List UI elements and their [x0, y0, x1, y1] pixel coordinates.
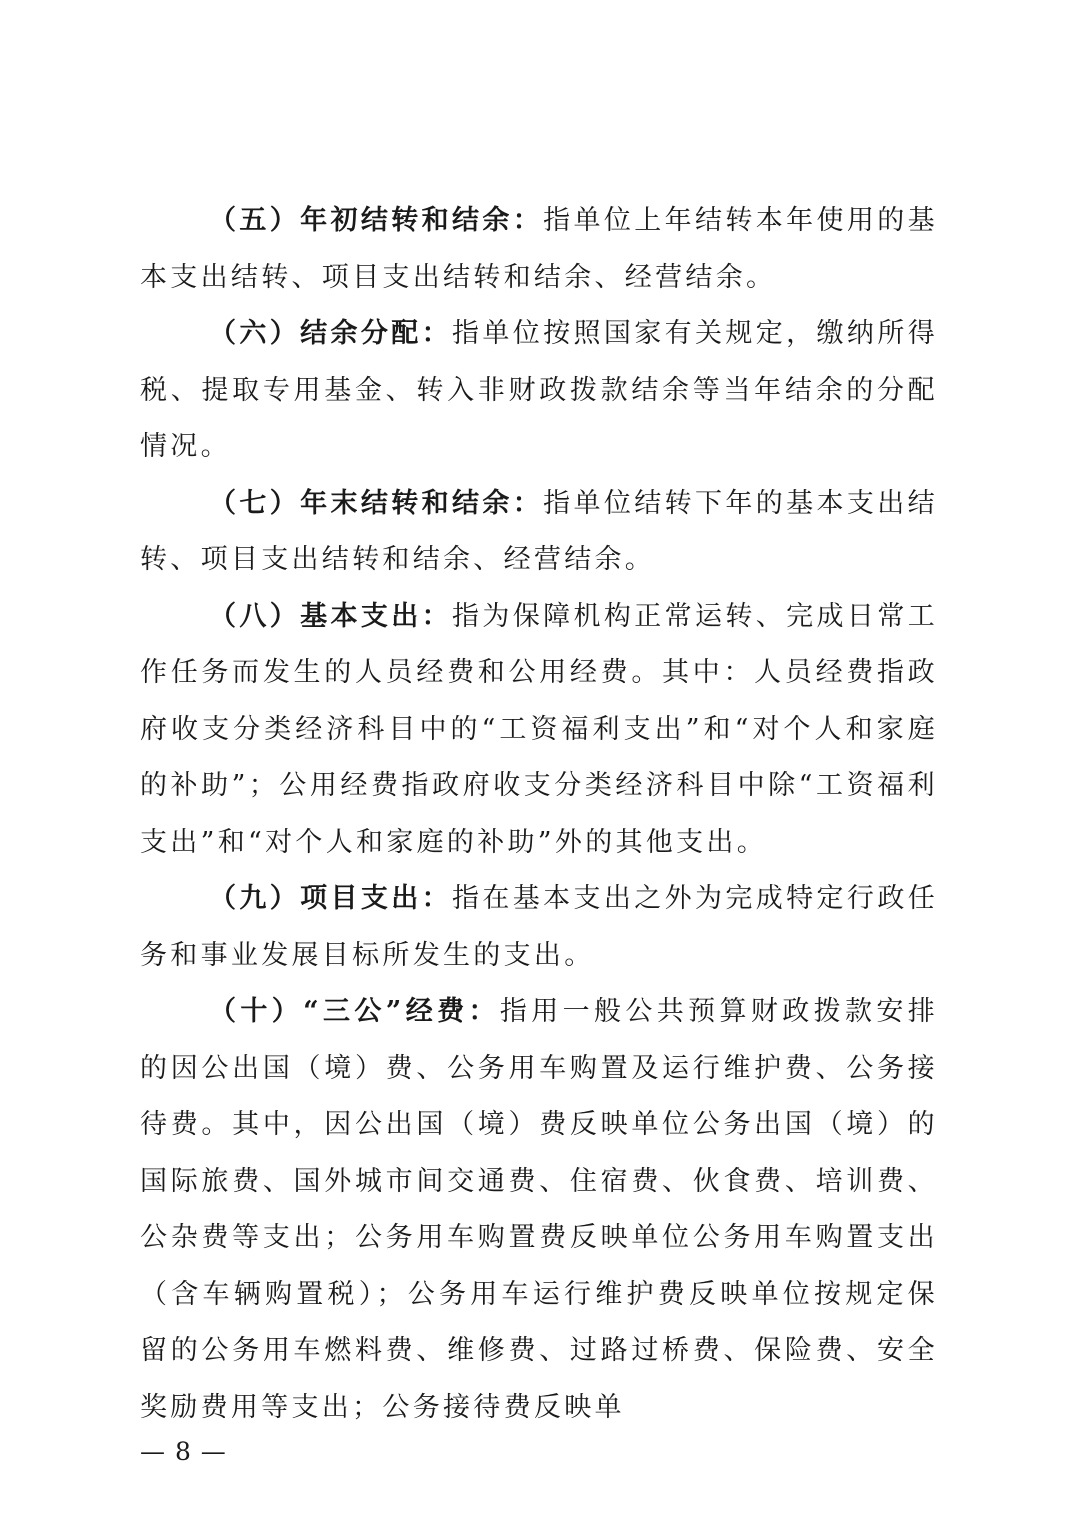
term-heading: （十）“三公”经费： — [209, 996, 500, 1027]
term-heading: （五）年初结转和结余： — [209, 205, 544, 236]
term-heading: （九）项目支出： — [209, 883, 453, 914]
term-definition: 指单位结转下年的基本支出结转、项目支出结转和结余、经营结余。 — [140, 487, 938, 575]
term-definition: 指在基本支出之外为完成特定行政任务和事业发展目标所发生的支出。 — [140, 883, 938, 971]
term-definition: 指单位上年结转本年使用的基本支出结转、项目支出结转和结余、经营结余。 — [140, 205, 938, 293]
term-heading: （七）年末结转和结余： — [209, 487, 544, 519]
paragraph-basic-expenditure — [140, 589, 938, 872]
document-body — [140, 193, 938, 1436]
term-definition: 指为保障机构正常运转、完成日常工作任务而发生的人员经费和公用经费。其中：人员经费指政府收支分类经济科目中的“工资福利支出”和“对个人和家庭的补助”；公用经费指政府收支分类经济科目中除“工资福利支出”和“对个人和家庭的补助”外的其他支出。 — [140, 600, 938, 858]
term-heading: （六）结余分配： — [209, 318, 453, 349]
term-definition: 指单位按照国家有关规定，缴纳所得税、提取专用基金、转入非财政拨款结余等当年结余的分配情况。 — [140, 318, 938, 462]
page-number: — 8 — — [140, 1437, 227, 1466]
paragraph-three-public-expenses — [140, 984, 938, 1436]
term-heading: （八）基本支出： — [209, 600, 453, 632]
paragraph-project-expenditure — [140, 871, 938, 984]
paragraph-surplus-distribution — [140, 306, 938, 476]
term-definition: 指用一般公共预算财政拨款安排的因公出国（境）费、公务用车购置及运行维护费、公务接待费。其中，因公出国（境）费反映单位公务出国（境）的国际旅费、国外城市间交通费、住宿费、伙食费、培训费、公杂费等支出；公务用车购置费反映单位公务用车购置支出（含车辆购置税）；公务用车运行维护费反映单位按规定保留的公务用车燃料费、维修费、过路过桥费、保险费、安全奖励费用等支出；公务接待费反映单 — [140, 996, 939, 1423]
paragraph-carryover-end — [140, 476, 938, 589]
paragraph-carryover-beginning — [140, 193, 938, 306]
